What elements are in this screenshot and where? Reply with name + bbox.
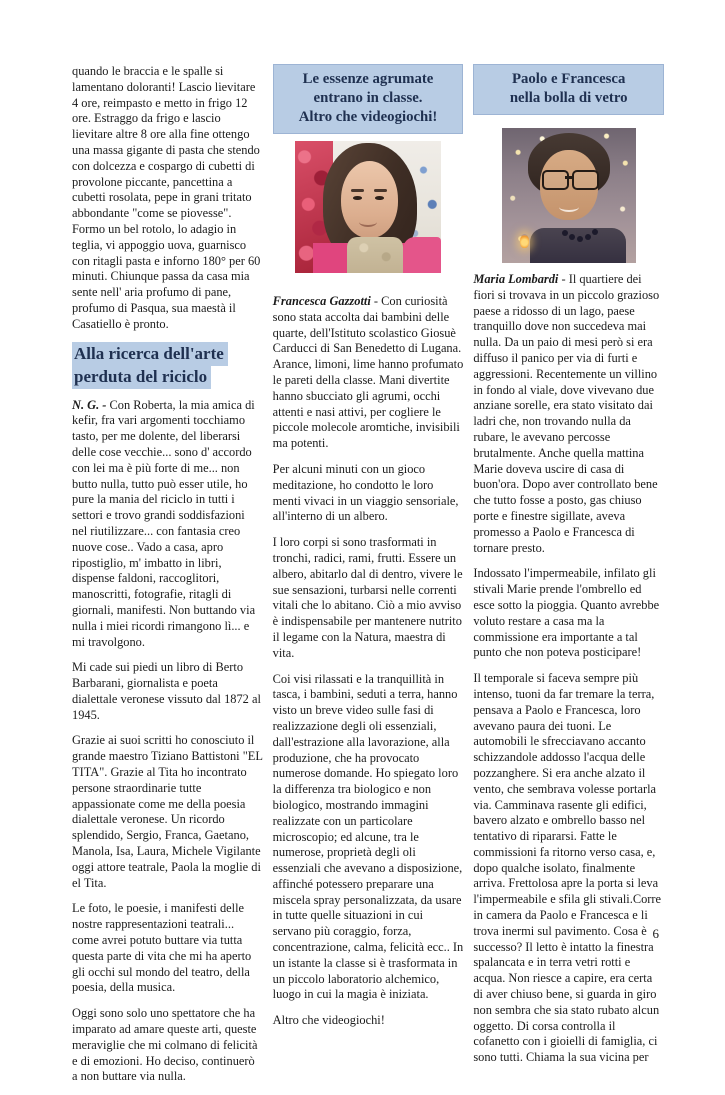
photo-scarf	[347, 237, 403, 273]
francesca-portrait-photo	[295, 141, 441, 273]
column-middle	[273, 64, 464, 1095]
right-lead-paragraph	[473, 272, 664, 556]
middle-article-heading	[273, 64, 464, 134]
left-intro-paragraph: quando le braccia e le spalle si lamentano doloranti! Lascio lievitare 4 ore, reimpasto e metto in frigo 12 ore. Estraggo da frigo e lascio lievitare altre 8 ore alla fine ottengo una massa gigante di pasta che stendo con dolcezza e cospargo di cubetti di provolone piccante, pancettina a cubetti rosolata, pepe in grani tritato abbondante "come se piovesse". Formo un bel rotolo, lo adagio in teglia, vi appoggio uova, guarnisco con ritagli pasta e inforno 180° per 60 minuti. Chiunque passa da casa mia sente nell' aria profumo di pane, profumo di Pasqua, sua maestà il Casatiello è pronto.	[72, 64, 261, 331]
left-paragraph: Oggi sono solo uno spettatore che ha imparato ad amare queste arti, queste meraviglie che mi colmano di felicità e di emozioni. Ho deciso, continuerò a non buttare via nulla.	[72, 1006, 258, 1084]
left-paragraph: Grazie ai suoi scritti ho conosciuto il grande maestro Tiziano Battistoni "EL TITA". Grazie al Tita ho incontrato persone straordinarie tutte appassionate come me della poesia dialettale veronese. Un ricordo splendido, Sergio, Franca, Gaetano, Manola, Isa, Laura, Michele Vigilante oggi attore teatrale, Paola la moglie di el Tita.	[72, 733, 263, 890]
left-heading-line-2: perduta del riciclo	[72, 365, 211, 389]
middle-heading-line-3: Altro che videogiochi!	[298, 109, 438, 125]
necklace-bead	[562, 230, 568, 236]
photo-dark-top	[530, 228, 626, 263]
right-heading-line-2: nella bolla di vetro	[509, 90, 628, 106]
eyeglasses-left-lens	[542, 170, 569, 190]
middle-paragraph: Altro che videogiochi!	[272, 1013, 385, 1028]
left-lead-text: Con Roberta, la mia amica di kefir, fra vari argomenti tocchiamo tasto, per me dolente, del liberarsi delle cose vecchie... sono d' accordo con lei ma è più forte di me... non butto nulla, tutto può esser utile, ho pure la mania del riciclo in tutti i settori e trovo grandi soddisfazioni nel riutilizzare... con fantasia creo nuove cose.. Vado a casa, apro ripostiglio, m' imbatto in libri, dispense faldoni, raccoglitori, manoscritti, fotografie, ritagli di giornali, manifesti. Non buttando via nulla i miei ricordi rimangono lì... e mi travolgono.	[72, 397, 256, 649]
middle-paragraph: Per alcuni minuti con un gioco meditazione, ho condotto le loro menti vivaci in un viaggio sensoriale, all'interno di un albero.	[272, 461, 459, 524]
middle-author-name: Francesca Gazzotti	[272, 294, 371, 308]
candle-flame	[520, 234, 529, 248]
middle-heading-line-1: Le essenze agrumate	[302, 71, 434, 87]
right-paragraph: Il temporale si faceva sempre più intenso, tuoni da far tremare la terra, pensava a Paolo e Francesca, loro avevano paura dei tuoni. Le automobili le sfrecciavano accanto schizzandole addosso l'acqua delle pozzanghere. Si era anche alzato il vento, che sembrava volesse portarla via. Camminava rasente gli edifici, bavero alzato e ombrello basso nel tentativo di ripararsi. Fatte le commissioni fa ritorno verso casa, e, dopo qualche isolato, finalmente arriva. Frettolosa apre la porta si leva l'impermeabile e sfila gli stivali.Corre in camera da Paolo e Francesca e li trova inermi sul pavimento. Cosa è successo? Il letto è intatto la finestra spalancata e in terra vetri rotti e acqua. Non riesce a capire, era certa di aver chiuso bene, si guarda in giro non sembra che sia stato rubato alcun oggetto. Di corsa controlla il cofanetto con i gioielli di famiglia, ci sono tutti. Chiama la sua vicina per	[473, 671, 662, 1065]
left-paragraph: Le foto, le poesie, i manifesti delle nostre rappresentazioni teatrali... come avrei potuto buttare via tutta questa parte di vita che mi ha aperto gli occhi sul mondo del teatro, della poesia, della musica.	[72, 901, 252, 995]
left-paragraph: Mi cade sui piedi un libro di Berto Barbarani, giornalista e poeta dialettale veronese vissuto dal 1872 al 1945.	[72, 660, 261, 722]
page-number: 6	[652, 926, 659, 941]
middle-lead-paragraph	[273, 294, 464, 452]
necklace-bead	[585, 234, 591, 240]
middle-paragraph: Coi visi rilassati e la tranquillità in tasca, i bambini, seduti a terra, hanno visto un breve video sulle fasi di realizzazione degli oli essenziali, dall'estrazione alla lavorazione, alla produzione, che ha provocato numerose domande. Ho spiegato loro la differenza tra biologico e non biologico, mostrando immagini realizzate con un particolare microscopio; ed alcune, tra le numerose, proprietà degli oli essenziali che avevano a disposizione, affinché potessero preparare una miscela spray personalizzata, da usare in tutte quelle situazioni in cui servano più coraggio, forza, concentrazione, calma, felicità ecc.. In un istante la classe si è trasformata in un piccolo laboratorio alchemico, luogo in cui la magia è iniziata.	[272, 671, 464, 1002]
document-page	[72, 64, 664, 1095]
column-left	[72, 64, 263, 1095]
middle-heading-line-2: entrano in classe.	[313, 90, 423, 106]
left-heading-line-1: Alla ricerca dell'arte	[72, 342, 228, 366]
right-paragraph: Indossato l'impermeabile, infilato gli stivali Marie prende l'ombrello ed esce sotto la pioggia. Quanto avrebbe voluto restare a casa ma la commissione era importante a tal punto che non poteva posticipare!	[473, 566, 660, 660]
right-article-heading	[473, 64, 664, 115]
right-lead-text: - Il quartiere dei fiori si trovava in un piccolo grazioso paese a ridosso di un lago, paese tranquillo dove non succedeva mai nulla. Da un paio di mesi però si era diffuso il panico per via di furti e aggressioni. Recentemente un villino in fondo al viale, dove vivevano due anziane sorelle, era stato visitato dai ladri che, non trovando nulla da rubare, le avevano percosse brutalmente. Anche quella mattina Marie doveva uscire di casa di buon'ora. Dopo aver controllato bene che tutto fosse a posto, gas chiuso porte e finestre sigillate, aveva promesso a Paolo e Francesca di tornare presto.	[473, 272, 660, 555]
necklace-bead	[577, 236, 583, 242]
middle-lead-text: - Con curiosità sono stata accolta dai bambini delle quarte, dell'Istituto scolastico Giosuè Carducci di San Benedetto di Lugana. Arance, limoni, lime hanno profumato le pareti della classe. Mani divertite hanno sbucciato gli agrumi, occhi attenti e nasi attivi, per cogliere le piccole molecole aromtiche, invisibili ma potenti.	[272, 294, 464, 451]
left-article-heading	[72, 343, 263, 387]
left-author-initials: N. G. -	[72, 397, 107, 412]
right-author-name: Maria Lombardi	[473, 272, 559, 286]
left-lead-paragraph	[72, 398, 263, 651]
necklace-bead	[569, 234, 575, 240]
right-heading-line-1: Paolo e Francesca	[511, 71, 626, 87]
maria-portrait-photo	[502, 128, 636, 263]
middle-paragraph: I loro corpi si sono trasformati in tronchi, radici, rami, frutti. Essere un albero, abitarlo dal di dentro, vivere le sue sensazioni, turbarsi nelle correnti vitali che lo abitano. Ciò a mio avviso è indispensabile per mantenere nutrito il legame con la Natura, maestra di vita.	[272, 535, 463, 660]
column-right	[473, 64, 664, 1095]
eyeglasses-right-lens	[572, 170, 599, 190]
necklace-bead	[592, 229, 598, 235]
